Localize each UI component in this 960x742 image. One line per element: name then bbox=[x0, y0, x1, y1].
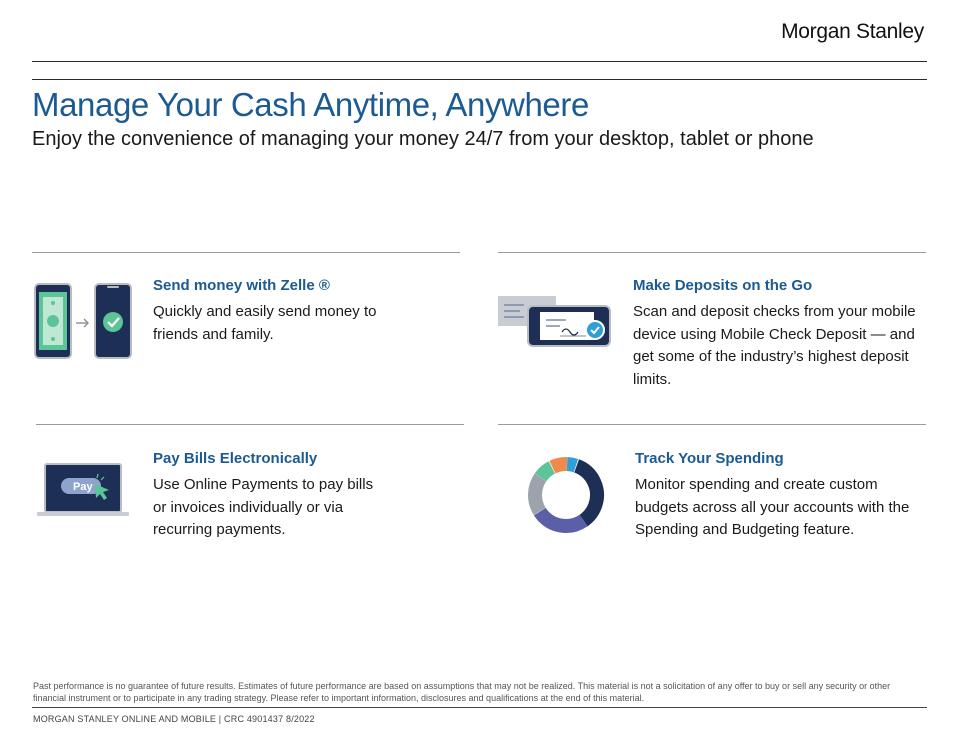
header-divider-bottom bbox=[32, 79, 927, 80]
page-title: Manage Your Cash Anytime, Anywhere bbox=[32, 86, 589, 123]
feature-body-zelle: Quickly and easily send money to friends and family. bbox=[153, 303, 377, 343]
donut-chart-icon bbox=[525, 454, 607, 536]
mobile-check-deposit-icon bbox=[498, 296, 614, 348]
feature-title-pay-bills: Pay Bills Electronically bbox=[153, 450, 318, 467]
page-subtitle: Enjoy the convenience of managing your money 24/7 from your desktop, tablet or phone bbox=[32, 128, 814, 150]
feature-title-spending: Track Your Spending bbox=[635, 450, 784, 467]
laptop-pay-icon bbox=[37, 462, 129, 518]
feature-title-zelle: Send money with Zelle ® bbox=[153, 277, 330, 294]
divider-top-right bbox=[498, 252, 926, 253]
feature-title-deposits: Make Deposits on the Go bbox=[633, 277, 813, 294]
divider-top-left bbox=[32, 252, 460, 253]
divider-mid-left bbox=[36, 424, 464, 425]
footer-text: MORGAN STANLEY ONLINE AND MOBILE | CRC 4901437 8/2022 bbox=[33, 714, 315, 724]
feature-body-pay-bills: Use Online Payments to pay bills or invoices individually or via recurring payments. bbox=[153, 476, 374, 538]
header-divider-top bbox=[32, 61, 927, 62]
pay-button-label: Pay bbox=[73, 481, 93, 493]
phones-zelle-icon bbox=[34, 283, 134, 361]
feature-body-spending: Monitor spending and create custom budgets across all your accounts with the Spending and Budgeting feature. bbox=[635, 476, 910, 538]
divider-mid-right bbox=[498, 424, 926, 425]
footer-divider bbox=[32, 707, 927, 708]
feature-body-deposits: Scan and deposit checks from your mobile device using Mobile Check Deposit — and get some of the industry’s highest deposit limits. bbox=[633, 303, 916, 388]
disclaimer-text: Past performance is no guarantee of future results. Estimates of future performance are based on assumptions that may not be realized. This material is not a solicitation of any offer to buy or sell any security or other financial instrument or to participate in any trading strategy. Please refer to important information, disclosures and qualifications at the end of this material. bbox=[33, 681, 891, 703]
brand-logo: Morgan Stanley bbox=[781, 20, 924, 43]
